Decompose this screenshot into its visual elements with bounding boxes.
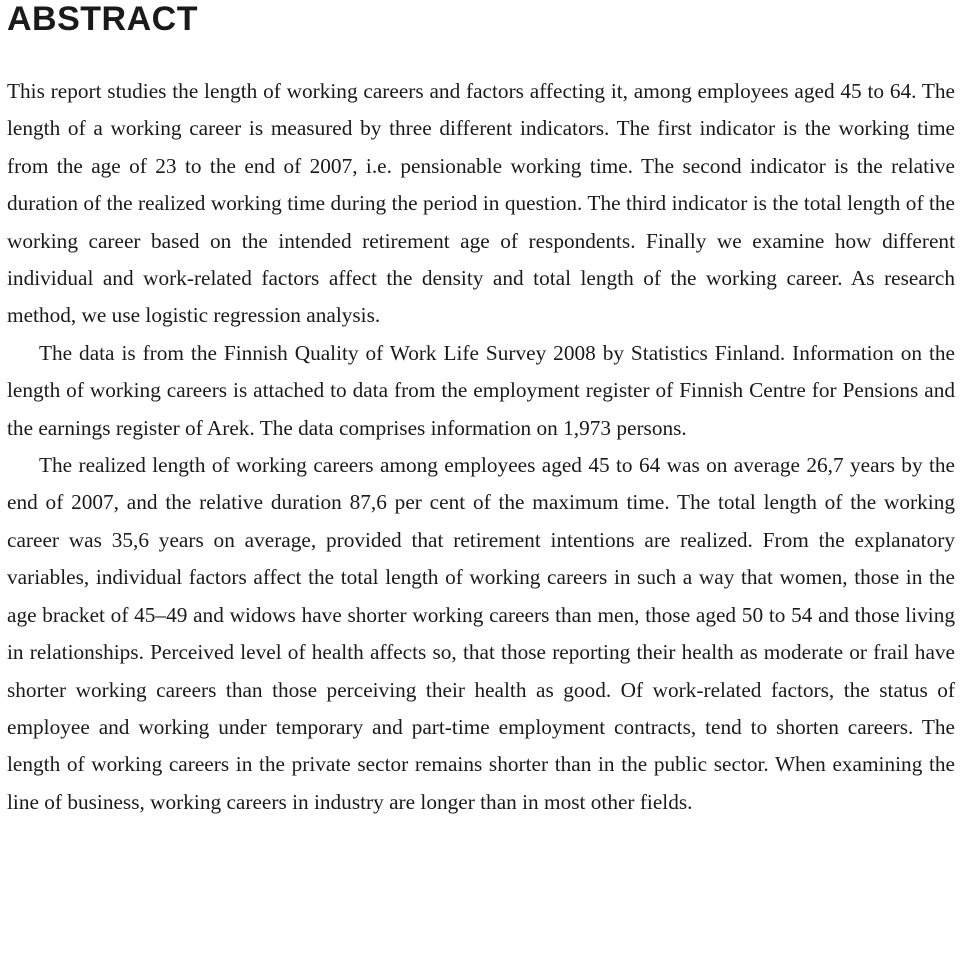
abstract-paragraph-2: The data is from the Finnish Quality of Work Life Survey 2008 by Statistics Finland. Information on the length of working careers is attached to data from the employment register of Finnish Centre for Pensions and the earnings register of Arek. The data comprises information on 1,973 persons.	[7, 340, 955, 440]
abstract-paragraph-1: This report studies the length of working careers and factors affecting it, among employees aged 45 to 64. The length of a working career is measured by three different indicators. The first indicator is the working time from the age of 23 to the end of 2007, i.e. pensionable working time. The second indicator is the relative duration of the realized working time during the period in question. The third indicator is the total length of the working career based on the intended retirement age of respondents. Finally we examine how different individual and work-related factors affect the density and total length of the working career. As research method, we use logistic regression analysis.	[7, 79, 955, 328]
abstract-body	[7, 73, 955, 821]
abstract-heading: ABSTRACT	[7, 0, 198, 38]
abstract-paragraph-3: The realized length of working careers among employees aged 45 to 64 was on average 26,7 years by the end of 2007, and the relative duration 87,6 per cent of the maximum time. The total length of the working career was 35,6 years on average, provided that retirement intentions are realized. From the explanatory variables, individual factors affect the total length of working careers in such a way that women, those in the age bracket of 45–49 and widows have shorter working careers than men, those aged 50 to 54 and those living in relationships. Perceived level of health affects so, that those reporting their health as moderate or frail have shorter working careers than those perceiving their health as good. Of work-related factors, the status of employee and working under temporary and part-time employment contracts, tend to shorten careers. The length of working careers in the private sector remains shorter than in the public sector. When examining the line of business, working careers in industry are longer than in most other fields.	[7, 453, 955, 814]
document-page	[7, 0, 955, 821]
